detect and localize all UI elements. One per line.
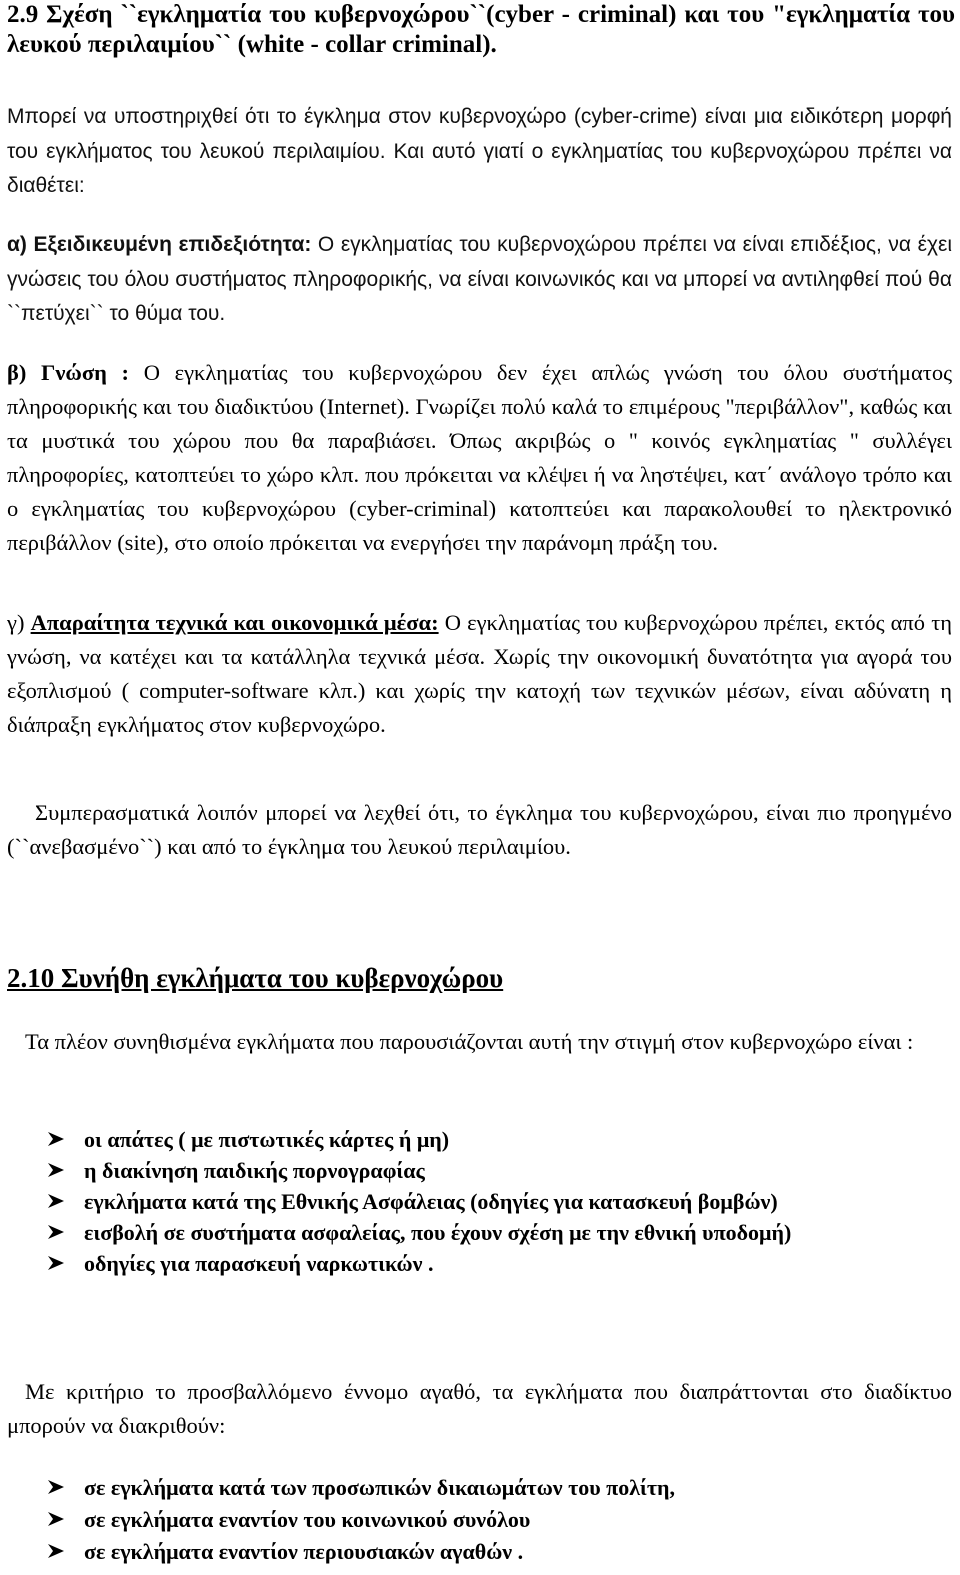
list-item — [47, 1472, 952, 1504]
list-item — [47, 1217, 952, 1248]
list-item — [47, 1186, 952, 1217]
section-2-10-heading: 2.10 Συνήθη εγκλήματα του κυβερνοχώρου — [7, 963, 504, 993]
arrowhead-bullet-icon — [47, 1217, 71, 1248]
arrowhead-bullet-icon — [47, 1124, 71, 1155]
list-item-text: σε εγκλήματα εναντίον του κοινωνικού συνόλου — [84, 1507, 531, 1532]
item-b-paragraph — [7, 356, 952, 560]
crime-types-list — [47, 1124, 952, 1279]
list-item — [47, 1248, 952, 1279]
item-c-text: Ο εγκληματίας του κυβερνοχώρου πρέπει, εκτός από τη γνώση, να κατέχει και τα κατάλληλα τεχνικά μέσα. Χωρίς την οικονομική δυνατότητα για αγορά του εξοπλισμού ( computer-software κλπ.) και χωρίς την κατοχή των τεχνικών μέσων, είναι αδύνατη η διάπραξη εγκλήματος στον κυβερνοχώρο. — [7, 610, 952, 737]
item-a-text: Ο εγκληματίας του κυβερνοχώρου πρέπει να είναι επιδέξιος, να έχει γνώσεις του όλου συστήματος πληροφορικής, να είναι κοινωνικός και να μπορεί να αντιληφθεί πού θα ``πετύχει`` το θύμα του. — [7, 233, 952, 325]
arrowhead-bullet-icon — [47, 1536, 71, 1567]
arrowhead-bullet-icon — [47, 1472, 71, 1503]
criteria-paragraph: Με κριτήριο το προσβαλλόμενο έννομο αγαθό, τα εγκλήματα που διαπράττονται στο διαδίκτυο μπορούν να διακριθούν: — [7, 1379, 952, 1438]
intro-text-a: Μπορεί να υποστηριχθεί ότι το έγκλημα στον κυβερνοχώρο (cyber-crime) είναι μια ειδικότερη μορφή του εγκλήματος του λευκού περιλαιμίου. — [7, 105, 952, 163]
section-2-9-heading: 2.9 Σχέση ``εγκληματία του κυβερνοχώρου``(cyber - criminal) και του "εγκληματία του λευκού περιλαιμίου`` (white - collar criminal). — [7, 1, 955, 58]
list-item — [47, 1155, 952, 1186]
item-a-lead: α) Εξειδικευμένη επιδεξιότητα: — [7, 233, 312, 256]
item-b-text: Ο εγκληματίας του κυβερνοχώρου δεν έχει απλώς γνώση του όλου συστήματος πληροφορικής και του διαδικτύου (Internet). Γνωρίζει πολύ καλά το επιμέρους "περιβάλλον", καθώς και τα μυστικά του χώρου που θα παραβιάσει. Όπως ακριβώς ο " κοινός εγκληματίας " συλλέγει πληροφορίες, κατοπτεύει το χώρο κλπ. που πρόκειται να κλέψει ή να ληστέψει, κατ΄ ανάλογο τρόπο και ο εγκληματίας του κυβερνοχώρου (cyber-criminal) κατοπτεύει και παρακολουθεί το ηλεκτρονικό περιβάλλον (site), στο οποίο πρόκειται να ενεργήσει την παράνομη πράξη του. — [7, 360, 952, 555]
item-c-lead: Απαραίτητα τεχνικά και οικονομικά μέσα: — [30, 610, 439, 635]
list-item-text: οδηγίες για παρασκευή ναρκωτικών . — [84, 1251, 434, 1276]
list-item-text: εισβολή σε συστήματα ασφαλείας, που έχουν σχέση με την εθνική υποδομή) — [84, 1220, 792, 1245]
list-item — [47, 1124, 952, 1155]
item-c-paragraph — [7, 606, 952, 742]
arrowhead-bullet-icon — [47, 1186, 71, 1217]
arrowhead-bullet-icon — [47, 1155, 71, 1186]
list-item — [47, 1504, 952, 1536]
list-item-text: σε εγκλήματα κατά των προσωπικών δικαιωμάτων του πολίτη, — [84, 1475, 675, 1500]
list-item-text: οι απάτες ( με πιστωτικές κάρτες ή μη) — [84, 1127, 450, 1152]
intro-paragraph — [7, 100, 952, 204]
item-b-lead: β) Γνώση : — [7, 360, 130, 385]
crime-categories-list — [47, 1472, 952, 1568]
list-item-text: εγκλήματα κατά της Εθνικής Ασφάλειας (οδηγίες για κατασκευή βομβών) — [84, 1189, 778, 1214]
arrowhead-bullet-icon — [47, 1248, 71, 1279]
item-a-paragraph — [7, 228, 952, 332]
intro-text-b: Και αυτό γιατί ο εγκληματίας του κυβερνοχώρου πρέπει να διαθέτει: — [7, 139, 952, 197]
section-2-10-intro: Τα πλέον συνηθισμένα εγκλήματα που παρουσιάζονται αυτή την στιγμή στον κυβερνοχώρο είναι : — [25, 1029, 914, 1054]
conclusion-paragraph: Συμπερασματικά λοιπόν μπορεί να λεχθεί ότι, το έγκλημα του κυβερνοχώρου, είναι πιο προηγμένο (``ανεβασμένο``) και από το έγκλημα του λευκού περιλαιμίου. — [7, 800, 952, 859]
list-item — [47, 1536, 952, 1568]
item-c-prefix: γ) — [7, 610, 31, 635]
arrowhead-bullet-icon — [47, 1504, 71, 1535]
list-item-text: σε εγκλήματα εναντίον περιουσιακών αγαθών . — [84, 1539, 524, 1564]
list-item-text: η διακίνηση παιδικής πορνογραφίας — [84, 1158, 425, 1183]
